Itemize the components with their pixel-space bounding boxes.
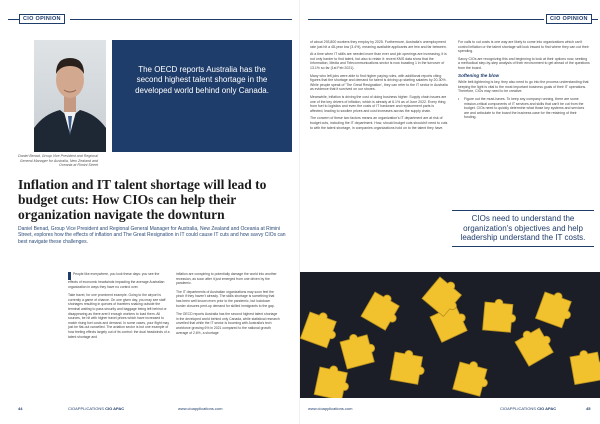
author-portrait: [34, 40, 106, 152]
quote-text: The OECD reports Australia has the second highest talent shortage in the developed world behind only Canada.: [135, 65, 269, 95]
body-column-3: [310, 40, 448, 130]
portrait-caption: Daniel Benad, Group Vice President and Regional General Manager for Australia, New Zealand and Oceania at Rimini Street: [18, 154, 98, 168]
body-paragraph: At a time when IT skills are needed more than ever and job openings are increasing, it is not only harder to find talent, but also to retain it: recent KMS data show that the Information, Media and Telecommunications sector is now boasting 1 in the turnover of 13.1% so far (1st Feb 2021).: [310, 52, 447, 70]
body-paragraph: of about 293,800 workers they employ by 2025. Furthermore, Australia's unemployment rate just hit a 48-year low (3.4%), meaning available applicants are few and far between.: [310, 40, 447, 49]
body-paragraph: Many who left jobs were able to find higher paying roles, with additional reports citing figures that the shortage and demand for talent is driving up starting salaries by 20-30%. While people speak of 'The Great Resignation', they can refer to the IT sector in Australia as evidence that it survived on our shores.: [310, 73, 448, 92]
body-paragraph: Meanwhile, inflation is driving the cost of doing business higher. Supply chain issues are one of the key drivers of inflation, which is already at 6.1% as of June 2022. Every thing from fuel to logistics and even the costs of IT hardware and replacement parts is affected, leading to swollen prices and cost increases across the supply chain.: [310, 94, 447, 113]
puzzle-image: [300, 272, 600, 398]
body-column-4: [458, 40, 590, 120]
body-paragraph: The IT departments of Australian organizations may soon feel the pinch if they haven't already. The skills shortage is something that has been well known even prior to the pandemic, but lockdown border closures pent-up demand for skilled immigrants to the gap.: [176, 289, 275, 308]
drop-cap-marker: [68, 272, 71, 280]
body-paragraph: The OECD reports Australia has the second highest talent shortage in the developed world behind only Canada, while statistical research unveiled that while the IT sector is booming with Australia's tech workforce growing 6% in 2021 compared to the national growth average of 2.6%, a shortage: [176, 312, 280, 335]
body-paragraph: Take travel, for one prominent example. Going to the airport is currently a game of chance. On one given day, you may see staff shortages resulting in queues of travelers snaking outside the terminal waiting to pass security and baggage being left behind or disappearing as there aren't enough workers to load them. All sources, be hit with higher travel prices which have increased to match rising fuel costs and demand. In some cases, your flight may just be flat-out cancelled. The aviation sector is but one example of how feeling effects largely out of its control: the dual headwinds of a talent shortage and: [68, 293, 170, 339]
footer-url: www.cioapplications.com: [308, 406, 353, 411]
body-paragraph: For calls to cut costs is one way are likely to come into organizations which can't control inflation or the talent shortage will look inward to find where they can cut their spending.: [458, 40, 589, 54]
header-rule: [70, 19, 292, 20]
header-rule: [308, 19, 544, 20]
quote-box: [112, 40, 292, 152]
pull-quote: CIOs need to understand the organization's objectives and help leadership understand the IT costs.: [452, 210, 594, 247]
body-column-1: [68, 272, 170, 339]
footer-issue: CIOAPPLICATIONS CIO APAC: [68, 406, 125, 411]
body-paragraph: While belt-tightening is key, they also need to go into the process understanding that keeping the light is vital to the most important business goals of their IT operations. Therefore, CIOs may need to be creative.: [458, 80, 589, 94]
section-tag: CIO OPINION: [19, 14, 65, 24]
header-rule: [8, 19, 19, 20]
body-paragraph: People like everywhere, you look these days: you see the effects of economic headwinds impacting the average Australian organization in ways they have no control over.: [68, 272, 165, 289]
footer-url: www.cioapplications.com: [178, 406, 223, 411]
footer-issue: CIOAPPLICATIONS CIO APAC: [500, 406, 557, 411]
body-paragraph: The concern of these two factors means an organization's IT department are at risk of budget cuts, including the IT department. How, should budget cuts shouldn't need to cuts to with the talent shortage, in companies organizations hold on to the talent they have.: [310, 116, 448, 130]
article-subhead: Daniel Benad, Group Vice President and Regional General Manager for Australia, New Zealand and Oceania at Rimini Street, explores how the effects of inflation and The Great Resignation in IT could cause IT cuts and how savvy CIOs can best navigate these challenges.: [18, 226, 286, 245]
page-number: 45: [586, 406, 591, 411]
body-paragraph: Savvy CIOs are recognizing this and beginning to look at their options now, seeking a methodical step-by-step analysis of their environment to get ahead of the questions from the board.: [458, 56, 590, 70]
body-paragraph: inflation are conspiring to potentially damage the world into another recession, as soon after it just emerged from one driven by the pandemic.: [176, 272, 277, 286]
page-number: 44: [18, 406, 23, 411]
body-column-2: [176, 272, 280, 335]
article-headline: Inflation and IT talent shortage will lead to budget cuts: How CIOs can help their organization navigate the downturn: [18, 177, 267, 222]
section-tag: CIO OPINION: [546, 14, 592, 24]
section-heading: Softening the blow: [458, 72, 500, 78]
bullet-item: • Figure out the must-haves. To keep any company running, there are some mission-critical components of IT services and skills that can't be cut from the budget. CIOs need to quickly determine what those key systems and services are and articulate to the board the business case for the retaining of their funding.: [458, 97, 590, 120]
header-rule: [592, 19, 598, 20]
